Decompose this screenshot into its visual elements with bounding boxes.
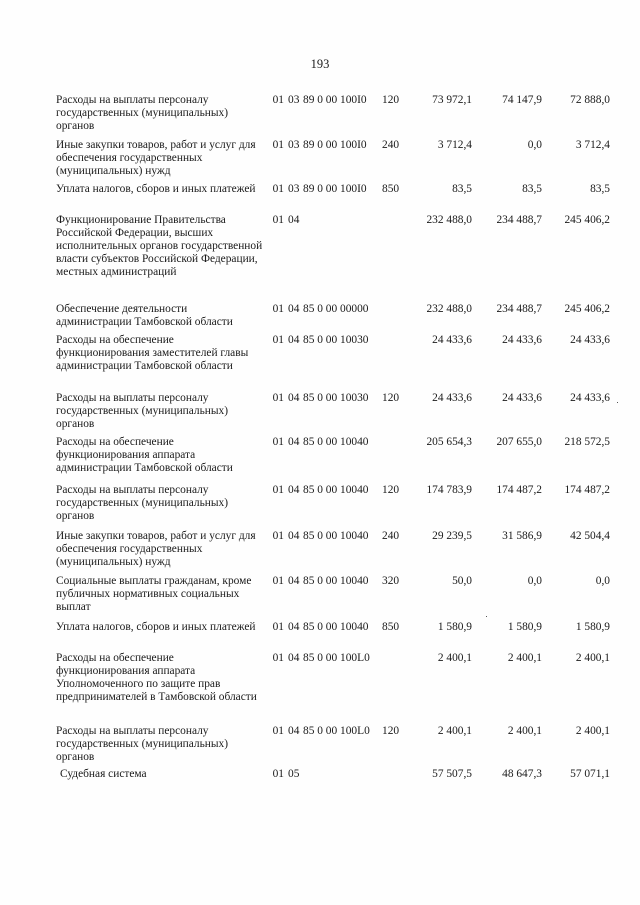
section-code: 01	[272, 334, 284, 346]
amount-year-2: 234 488,7	[496, 303, 542, 315]
amount-year-1: 1 580,9	[437, 621, 472, 633]
amount-year-3: 24 433,6	[570, 334, 610, 346]
row-description: Расходы на выплаты персоналу государственных (муниципальных) органов	[56, 94, 229, 132]
amount-year-3: 174 487,2	[564, 484, 610, 496]
section-code: 01	[272, 621, 284, 633]
amount-year-3: 245 406,2	[564, 303, 610, 315]
amount-year-1: 232 488,0	[426, 303, 472, 315]
subsection-code: 03	[288, 139, 300, 151]
row-description: Уплата налогов, сборов и иных платежей	[56, 183, 256, 195]
section-code: 01	[272, 392, 284, 404]
amount-year-3: 0,0	[595, 575, 610, 587]
subsection-code: 04	[288, 621, 300, 633]
amount-year-1: 73 972,1	[432, 94, 472, 106]
section-code: 01	[272, 530, 284, 542]
amount-year-3: 83,5	[590, 183, 610, 195]
section-code: 01	[272, 139, 284, 151]
amount-year-2: 24 433,6	[502, 334, 542, 346]
page-number: 193	[310, 57, 330, 71]
amount-year-2: 1 580,9	[507, 621, 542, 633]
row-description: Уплата налогов, сборов и иных платежей	[56, 621, 256, 633]
amount-year-2: 74 147,9	[502, 94, 542, 106]
subsection-code: 04	[288, 652, 300, 664]
target-article-code: 85 0 00 10040	[303, 575, 369, 587]
amount-year-1: 232 488,0	[426, 214, 472, 226]
amount-year-1: 205 654,3	[426, 436, 472, 448]
amount-year-2: 0,0	[527, 139, 542, 151]
row-description: Обеспечение деятельности администрации Тамбовской области	[56, 303, 233, 328]
row-description: Расходы на обеспечение функционирования аппарата Уполномоченного по защите прав предпринимателей в Тамбовской области	[56, 652, 257, 703]
amount-year-1: 2 400,1	[437, 725, 472, 737]
amount-year-1: 24 433,6	[432, 334, 472, 346]
expense-type-code: 120	[382, 725, 400, 737]
amount-year-3: 24 433,6	[570, 392, 610, 404]
target-article-code: 89 0 00 100I0	[303, 183, 367, 195]
target-article-code: 89 0 00 100I0	[303, 139, 367, 151]
amount-year-3: 57 071,1	[570, 768, 610, 780]
subsection-code: 04	[288, 392, 300, 404]
expense-type-code: 320	[382, 575, 400, 587]
amount-year-3: 42 504,4	[570, 530, 610, 542]
amount-year-1: 3 712,4	[437, 139, 472, 151]
amount-year-2: 234 488,7	[496, 214, 542, 226]
row-description: Расходы на обеспечение функционирования аппарата администрации Тамбовской области	[56, 436, 233, 474]
subsection-code: 04	[288, 303, 300, 315]
amount-year-3: 1 580,9	[575, 621, 610, 633]
subsection-code: 04	[288, 484, 300, 496]
subsection-code: 03	[288, 94, 300, 106]
scan-speck	[617, 402, 618, 403]
expense-type-code: 240	[382, 139, 400, 151]
amount-year-3: 2 400,1	[575, 652, 610, 664]
expense-type-code: 240	[382, 530, 400, 542]
subsection-code: 04	[288, 575, 300, 587]
target-article-code: 85 0 00 10040	[303, 484, 369, 496]
section-code: 01	[272, 768, 284, 780]
target-article-code: 85 0 00 10040	[303, 436, 369, 448]
row-description: Расходы на обеспечение функционирования заместителей главы администрации Тамбовской области	[56, 334, 249, 372]
row-description: Иные закупки товаров, работ и услуг для обеспечения государственных (муниципальных) нужд	[56, 530, 256, 568]
amount-year-2: 207 655,0	[496, 436, 542, 448]
target-article-code: 89 0 00 100I0	[303, 94, 367, 106]
amount-year-1: 29 239,5	[432, 530, 472, 542]
amount-year-1: 2 400,1	[437, 652, 472, 664]
amount-year-3: 2 400,1	[575, 725, 610, 737]
amount-year-3: 245 406,2	[564, 214, 610, 226]
section-code: 01	[272, 436, 284, 448]
section-code: 01	[272, 183, 284, 195]
section-code: 01	[272, 725, 284, 737]
row-description: Расходы на выплаты персоналу государственных (муниципальных) органов	[56, 392, 229, 430]
expense-type-code: 850	[382, 621, 400, 633]
amount-year-2: 83,5	[522, 183, 542, 195]
target-article-code: 85 0 00 100L0	[303, 725, 370, 737]
target-article-code: 85 0 00 100L0	[303, 652, 370, 664]
amount-year-1: 24 433,6	[432, 392, 472, 404]
amount-year-2: 2 400,1	[507, 652, 542, 664]
amount-year-2: 174 487,2	[496, 484, 542, 496]
row-description: Расходы на выплаты персоналу государственных (муниципальных) органов	[56, 484, 229, 522]
amount-year-1: 50,0	[452, 575, 472, 587]
expense-type-code: 120	[382, 94, 400, 106]
target-article-code: 85 0 00 00000	[303, 303, 369, 315]
row-description: Функционирование Правительства Российской Федерации, высших исполнительных органов государственной власти субъектов Российской Федерации, местных администраций	[56, 214, 263, 278]
amount-year-3: 218 572,5	[564, 436, 610, 448]
amount-year-2: 31 586,9	[502, 530, 542, 542]
amount-year-1: 83,5	[452, 183, 472, 195]
section-code: 01	[272, 94, 284, 106]
subsection-code: 04	[288, 725, 300, 737]
row-description: Иные закупки товаров, работ и услуг для обеспечения государственных (муниципальных) нужд	[56, 139, 256, 177]
section-code: 01	[272, 652, 284, 664]
row-description: Расходы на выплаты персоналу государственных (муниципальных) органов	[56, 725, 229, 763]
subsection-code: 04	[288, 334, 300, 346]
subsection-code: 03	[288, 183, 300, 195]
target-article-code: 85 0 00 10030	[303, 392, 369, 404]
row-description: Судебная система	[60, 768, 147, 780]
amount-year-2: 2 400,1	[507, 725, 542, 737]
amount-year-2: 24 433,6	[502, 392, 542, 404]
subsection-code: 04	[288, 214, 300, 226]
amount-year-2: 48 647,3	[502, 768, 542, 780]
expense-type-code: 850	[382, 183, 400, 195]
expense-type-code: 120	[382, 484, 400, 496]
section-code: 01	[272, 214, 284, 226]
expense-type-code: 120	[382, 392, 400, 404]
subsection-code: 04	[288, 436, 300, 448]
amount-year-1: 174 783,9	[426, 484, 472, 496]
amount-year-3: 3 712,4	[575, 139, 610, 151]
amount-year-3: 72 888,0	[570, 94, 610, 106]
target-article-code: 85 0 00 10030	[303, 334, 369, 346]
target-article-code: 85 0 00 10040	[303, 530, 369, 542]
row-description: Социальные выплаты гражданам, кроме публичных нормативных социальных выплат	[56, 575, 252, 613]
subsection-code: 05	[288, 768, 300, 780]
scan-speck	[486, 616, 487, 617]
section-code: 01	[272, 303, 284, 315]
amount-year-1: 57 507,5	[432, 768, 472, 780]
amount-year-2: 0,0	[527, 575, 542, 587]
section-code: 01	[272, 484, 284, 496]
section-code: 01	[272, 575, 284, 587]
target-article-code: 85 0 00 10040	[303, 621, 369, 633]
subsection-code: 04	[288, 530, 300, 542]
